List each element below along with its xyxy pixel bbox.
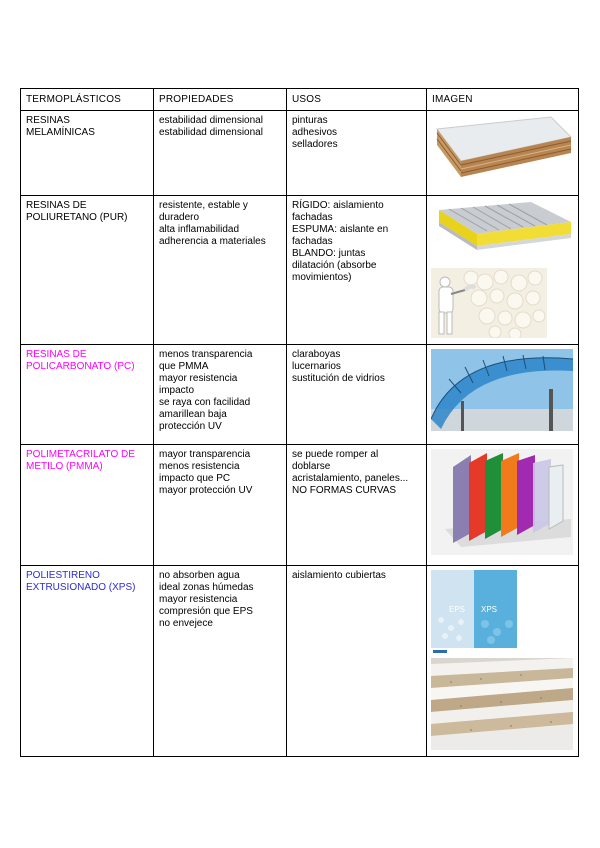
melamine-board-image: [431, 115, 573, 183]
acrylic-sheets-image: [431, 449, 573, 555]
uses-cell: aislamiento cubiertas: [287, 566, 427, 757]
xps-label: XPS: [481, 605, 498, 614]
properties-cell: resistente, estable y duradero alta inflamabilidad adherencia a materiales: [154, 196, 287, 345]
table-row: [21, 566, 579, 757]
material-name: RESINAS DE POLICARBONATO (PC): [21, 345, 154, 445]
eps-xps-comparison-image: [431, 570, 517, 654]
uses-cell: se puede romper al doblarse acristalamiento, paneles... NO FORMAS CURVAS: [287, 445, 427, 566]
header-cell: USOS: [287, 89, 427, 111]
properties-cell: estabilidad dimensional estabilidad dimensional: [154, 111, 287, 196]
header-cell: IMAGEN: [427, 89, 579, 111]
uses-cell: pinturas adhesivos selladores: [287, 111, 427, 196]
spray-foam-image: [431, 268, 547, 338]
table-row: [21, 345, 579, 445]
image-cell: [427, 196, 579, 345]
image-cell: [427, 345, 579, 445]
properties-cell: mayor transparencia menos resistencia impacto que PC mayor protección UV: [154, 445, 287, 566]
table-row: [21, 111, 579, 196]
sandwich-panel-image: [431, 200, 573, 260]
insulation-board-stack-image: [431, 658, 573, 750]
polycarbonate-canopy-image: [431, 349, 573, 431]
header-row: [21, 89, 579, 111]
uses-cell: claraboyas lucernarios sustitución de vidrios: [287, 345, 427, 445]
uses-cell: RÍGIDO: aislamiento fachadas ESPUMA: aislante en fachadas BLANDO: juntas dilatación (absorbe movimientos): [287, 196, 427, 345]
properties-cell: menos transparencia que PMMA mayor resistencia impacto se raya con facilidad amarillean baja protección UV: [154, 345, 287, 445]
table-row: [21, 445, 579, 566]
material-name: POLIMETACRILATO DE METILO (PMMA): [21, 445, 154, 566]
material-name: RESINAS DE POLIURETANO (PUR): [21, 196, 154, 345]
properties-cell: no absorben agua ideal zonas húmedas mayor resistencia compresión que EPS no envejece: [154, 566, 287, 757]
header-cell: TERMOPLÁSTICOS: [21, 89, 154, 111]
table-row: [21, 196, 579, 345]
eps-label: EPS: [449, 605, 466, 614]
image-cell: [427, 445, 579, 566]
image-cell: [427, 111, 579, 196]
materials-table: [20, 88, 579, 757]
material-name: POLIESTIRENO EXTRUSIONADO (XPS): [21, 566, 154, 757]
material-name: RESINAS MELAMÍNICAS: [21, 111, 154, 196]
image-cell: [427, 566, 579, 757]
header-cell: PROPIEDADES: [154, 89, 287, 111]
